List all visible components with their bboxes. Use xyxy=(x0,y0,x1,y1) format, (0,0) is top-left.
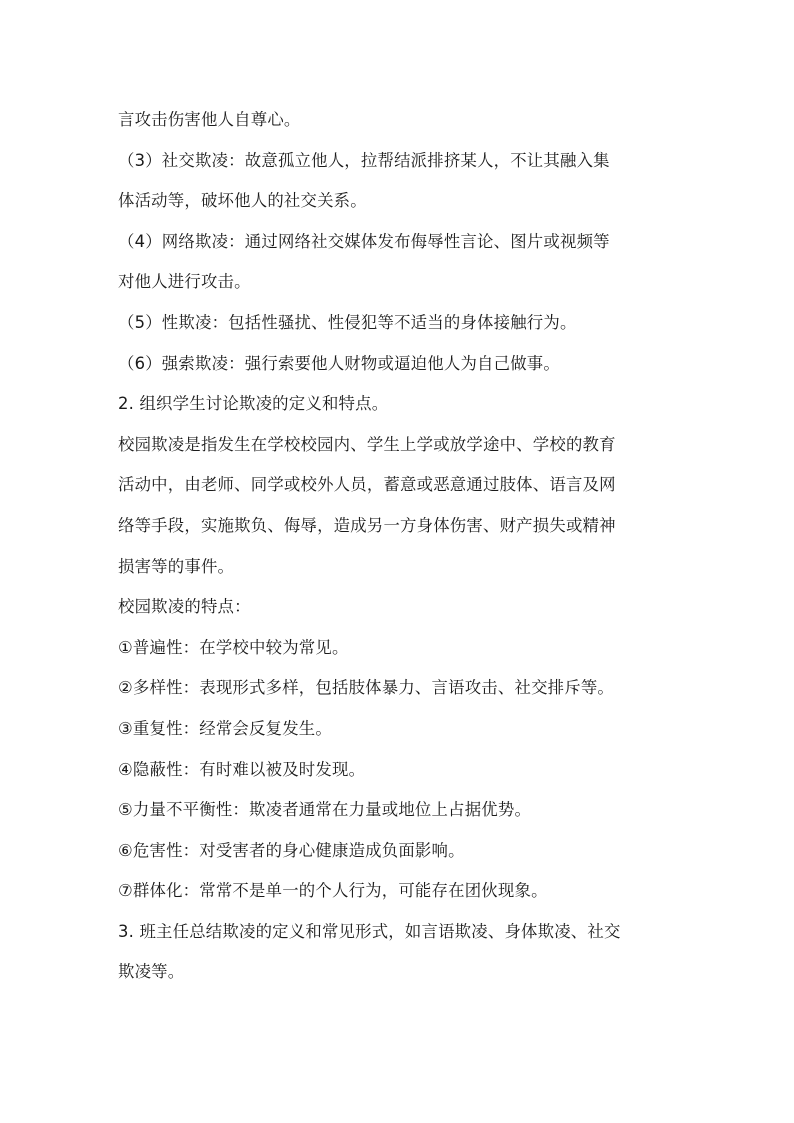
list-item: ⑥危害性：对受害者的身心健康造成负面影响。 xyxy=(118,840,465,860)
text-line: 校园欺凌的特点： xyxy=(118,597,251,617)
text-line: 欺凌等。 xyxy=(118,962,185,982)
list-item: ④隐蔽性：有时难以被及时发现。 xyxy=(118,759,366,779)
text-line: （6）强索欺凌：强行索要他人财物或逼迫他人为自己做事。 xyxy=(118,353,560,373)
document-body xyxy=(118,100,718,993)
text-line: 损害等的事件。 xyxy=(118,556,235,576)
section-heading: 3. 班主任总结欺凌的定义和常见形式，如言语欺凌、身体欺凌、社交 xyxy=(118,921,621,941)
text-line: （5）性欺凌：包括性骚扰、性侵犯等不适当的身体接触行为。 xyxy=(118,312,577,332)
text-line: 络等手段，实施欺负、侮辱，造成另一方身体伤害、财产损失或精神 xyxy=(118,515,616,535)
text-line: 言攻击伤害他人自尊心。 xyxy=(118,110,301,129)
text-line: （4）网络欺凌：通过网络社交媒体发布侮辱性言论、图片或视频等 xyxy=(118,231,610,251)
text-line: 校园欺凌是指发生在学校校园内、学生上学或放学途中、学校的教育 xyxy=(118,434,616,454)
list-item: ③重复性：经常会反复发生。 xyxy=(118,718,332,738)
text-line: 活动中，由老师、同学或校外人员，蓄意或恶意通过肢体、语言及网 xyxy=(118,475,616,495)
text-line: （3）社交欺凌：故意孤立他人，拉帮结派排挤某人，不让其融入集 xyxy=(118,150,610,170)
list-item: ⑤力量不平衡性：欺凌者通常在力量或地位上占据优势。 xyxy=(118,800,532,820)
text-line: 对他人进行攻击。 xyxy=(118,272,251,292)
text-line: 体活动等，破坏他人的社交关系。 xyxy=(118,191,367,211)
list-item: ⑦群体化：常常不是单一的个人行为，可能存在团伙现象。 xyxy=(118,881,548,901)
list-item: ②多样性：表现形式多样，包括肢体暴力、言语攻击、社交排斥等。 xyxy=(118,678,615,698)
section-heading: 2. 组织学生讨论欺凌的定义和特点。 xyxy=(118,394,389,414)
list-item: ①普遍性：在学校中较为常见。 xyxy=(118,637,349,657)
